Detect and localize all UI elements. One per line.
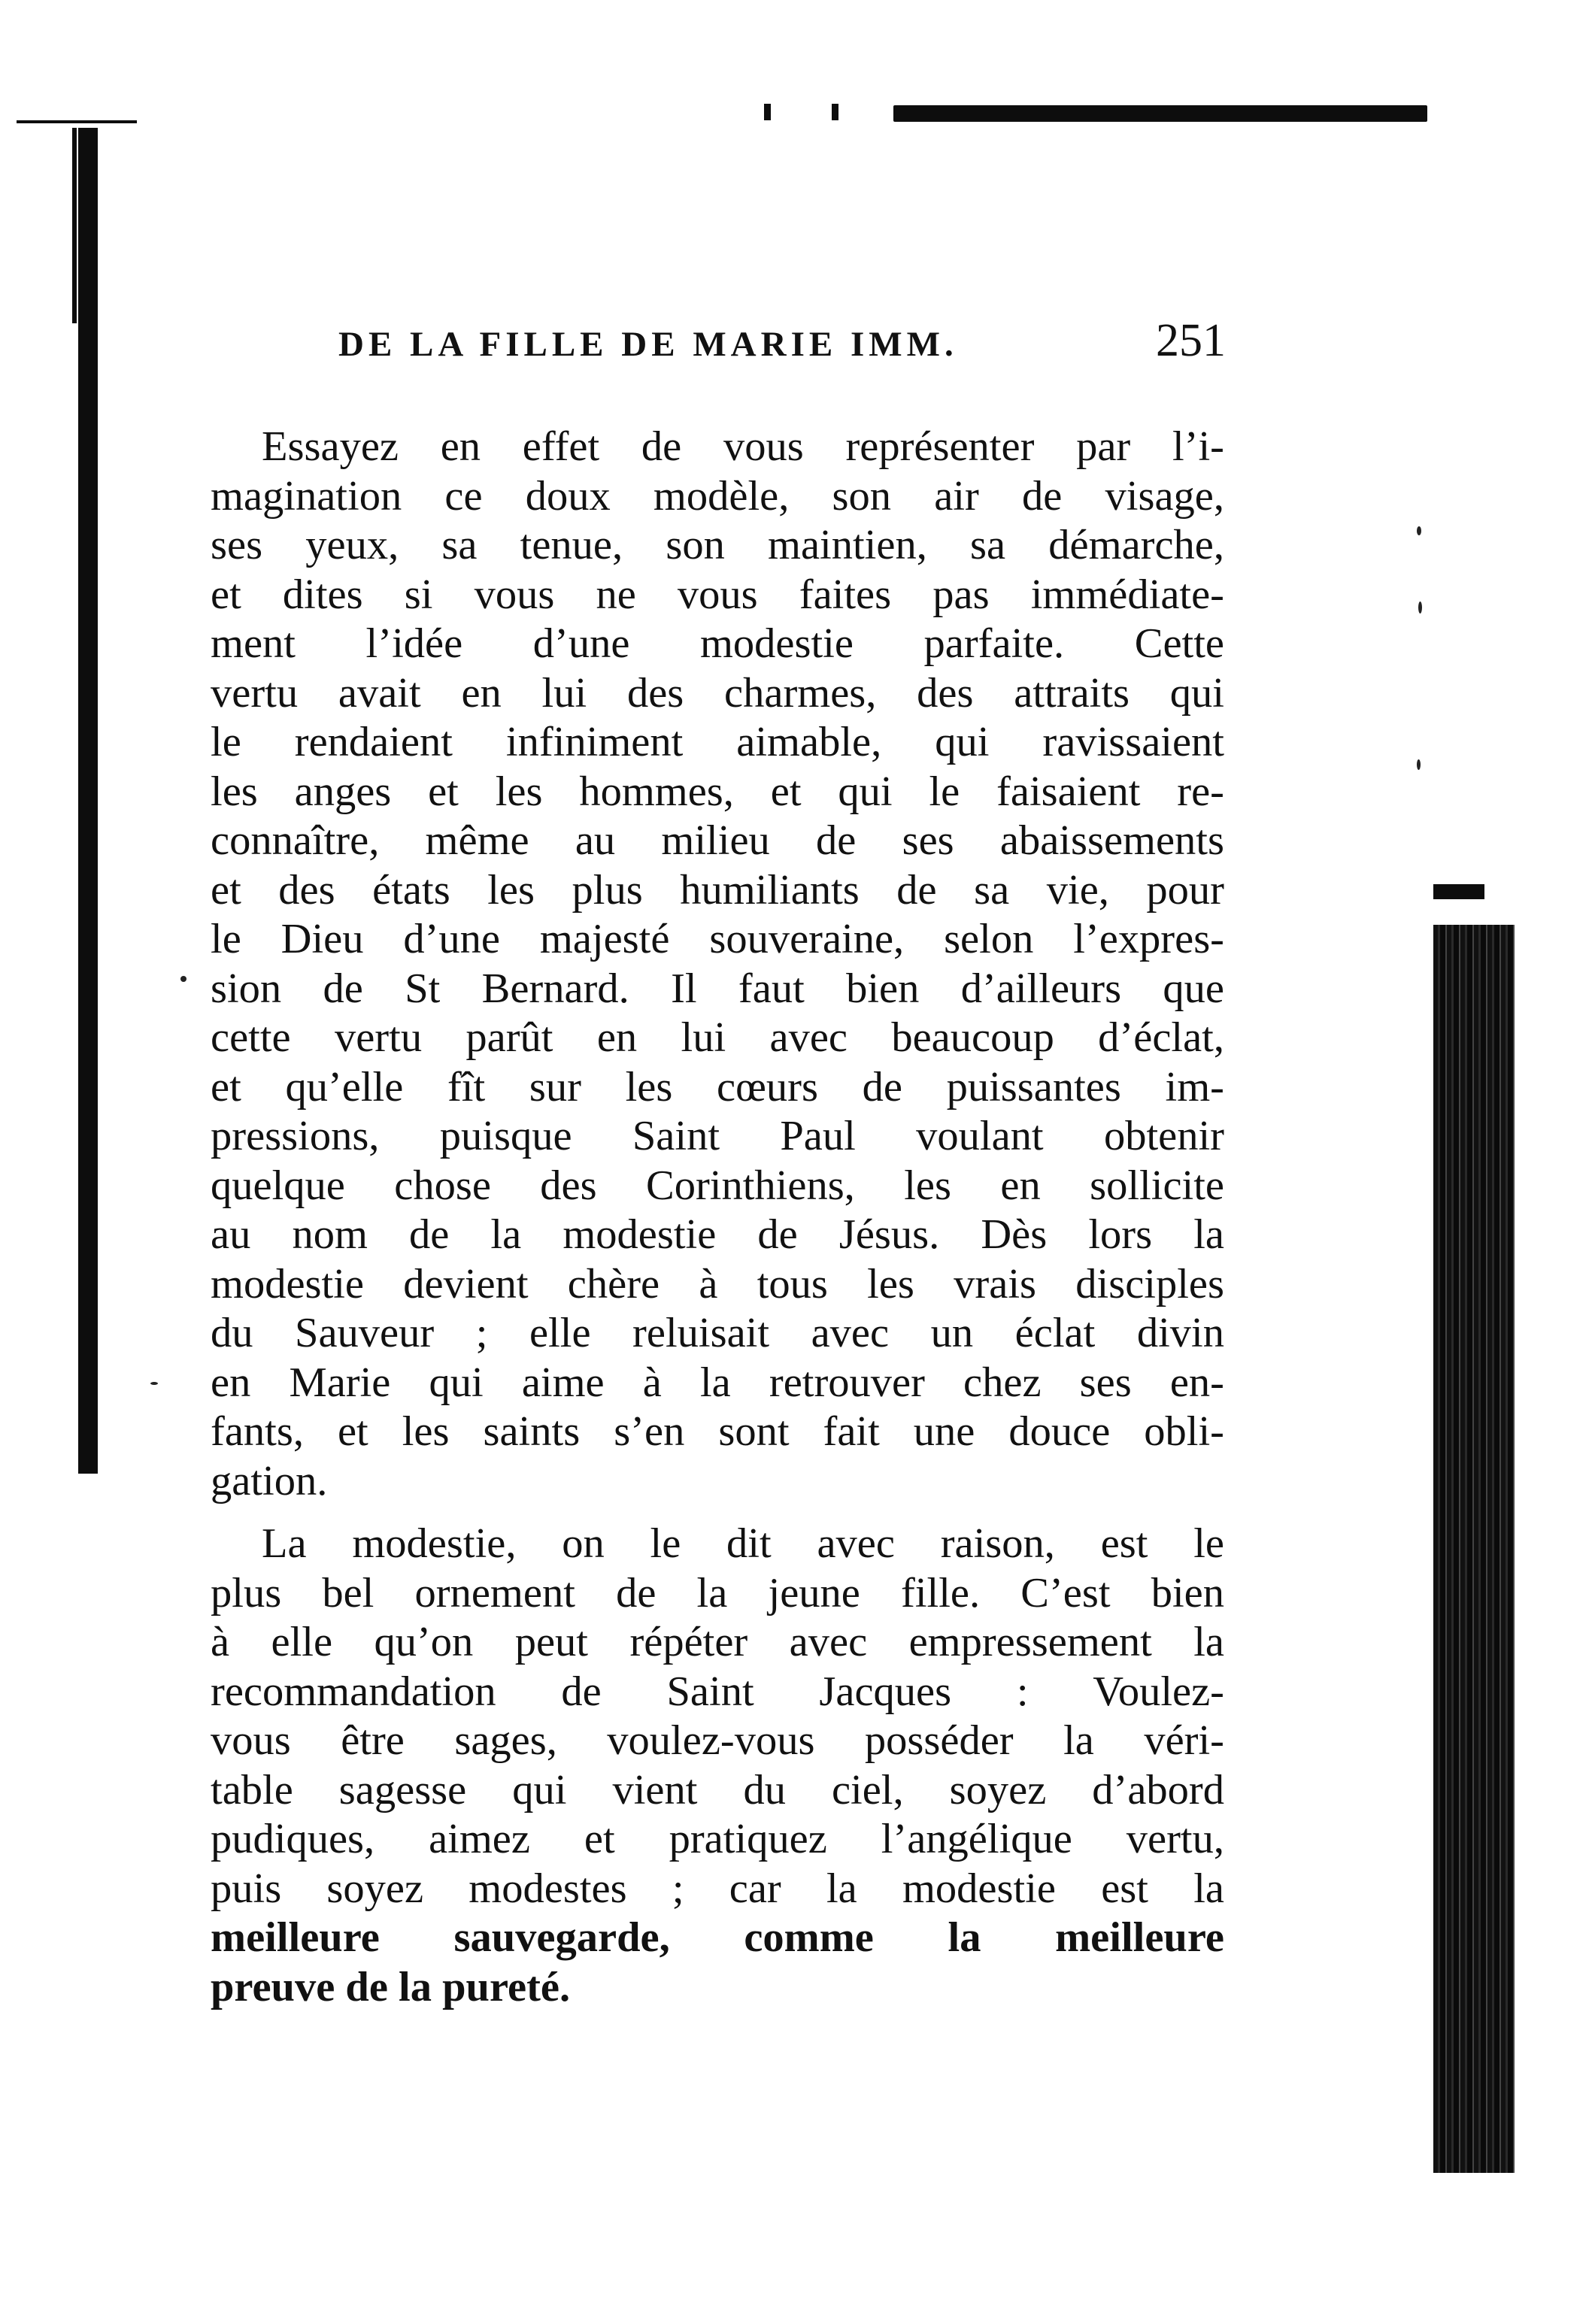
scan-speck (1418, 601, 1422, 614)
text-line: et qu’elle fît sur les cœurs de puissantes im- (211, 1063, 1224, 1110)
text-line: meilleure sauvegarde, comme la meilleure (211, 1914, 1224, 1961)
text-line: au nom de la modestie de Jésus. Dès lors la (211, 1211, 1224, 1258)
scan-border-mark (17, 120, 137, 123)
scan-top-mark (764, 104, 771, 120)
paragraph-1 (211, 423, 1224, 1506)
text-line: du Sauveur ; elle reluisait avec un éclat divin (211, 1310, 1224, 1356)
scan-speck (1417, 526, 1421, 535)
text-line: les anges et les hommes, et qui le faisaient re- (211, 768, 1224, 815)
text-line: le rendaient infiniment aimable, qui ravissaient (211, 719, 1224, 765)
text-line: modestie devient chère à tous les vrais disciples (211, 1260, 1224, 1307)
scan-speck (180, 976, 186, 982)
scan-top-edge-shadow (893, 105, 1427, 122)
scan-left-edge-line (72, 128, 77, 323)
text-line: et des états les plus humiliants de sa vie, pour (211, 866, 1224, 914)
text-line: connaître, même au milieu de ses abaissements (211, 817, 1224, 864)
text-line: table sagesse qui vient du ciel, soyez d’abord (211, 1766, 1224, 1813)
text-line: pressions, puisque Saint Paul voulant obtenir (211, 1113, 1224, 1159)
scan-speck (150, 1382, 158, 1385)
text-line: vertu avait en lui des charmes, des attraits qui (211, 669, 1224, 717)
text-line: plus bel ornement de la jeune fille. C’est bien (211, 1569, 1224, 1616)
text-line: vous être sages, voulez-vous posséder la véri- (211, 1717, 1224, 1764)
running-head (338, 314, 1226, 368)
text-line: La modestie, on le dit avec raison, est le (262, 1520, 1224, 1567)
text-line: preuve de la pureté. (211, 1963, 571, 2010)
text-line: ment l’idée d’une modestie parfaite. Cette (211, 620, 1224, 667)
text-line: sion de St Bernard. Il faut bien d’ailleurs que (211, 965, 1224, 1012)
text-line: en Marie qui aime à la retrouver chez ses en- (211, 1359, 1224, 1406)
text-line: gation. (211, 1457, 328, 1504)
scan-left-edge-shadow (78, 128, 98, 1474)
text-line: quelque chose des Corinthiens, les en sollicite (211, 1162, 1224, 1209)
text-line: fants, et les saints s’en sont fait une douce obli- (211, 1408, 1224, 1455)
paragraph-2 (211, 1520, 1224, 2012)
body-text (211, 423, 1224, 2012)
text-line: et dites si vous ne vous faites pas immédiate- (211, 571, 1224, 618)
page-number: 251 (1156, 315, 1226, 366)
text-line: puis soyez modestes ; car la modestie est la (211, 1865, 1224, 1912)
scan-right-edge-shadow (1433, 925, 1515, 2173)
text-line: magination ce doux modèle, son air de visage, (211, 472, 1224, 520)
text-line: ses yeux, sa tenue, son maintien, sa démarche, (211, 522, 1224, 568)
scan-right-edge-mark (1433, 884, 1484, 899)
text-line: cette vertu parût en lui avec beaucoup d’éclat, (211, 1014, 1224, 1061)
text-line: Essayez en effet de vous représenter par l’i- (262, 423, 1224, 470)
scan-speck (1417, 759, 1421, 770)
text-line: le Dieu d’une majesté souveraine, selon l’expres- (211, 916, 1224, 962)
text-line: à elle qu’on peut répéter avec empressement la (211, 1619, 1224, 1665)
scan-top-mark (832, 104, 838, 120)
text-line: pudiques, aimez et pratiquez l’angélique vertu, (211, 1816, 1224, 1862)
text-line: recommandation de Saint Jacques : Voulez- (211, 1668, 1224, 1715)
running-title: DE LA FILLE DE MARIE IMM. (338, 325, 958, 364)
